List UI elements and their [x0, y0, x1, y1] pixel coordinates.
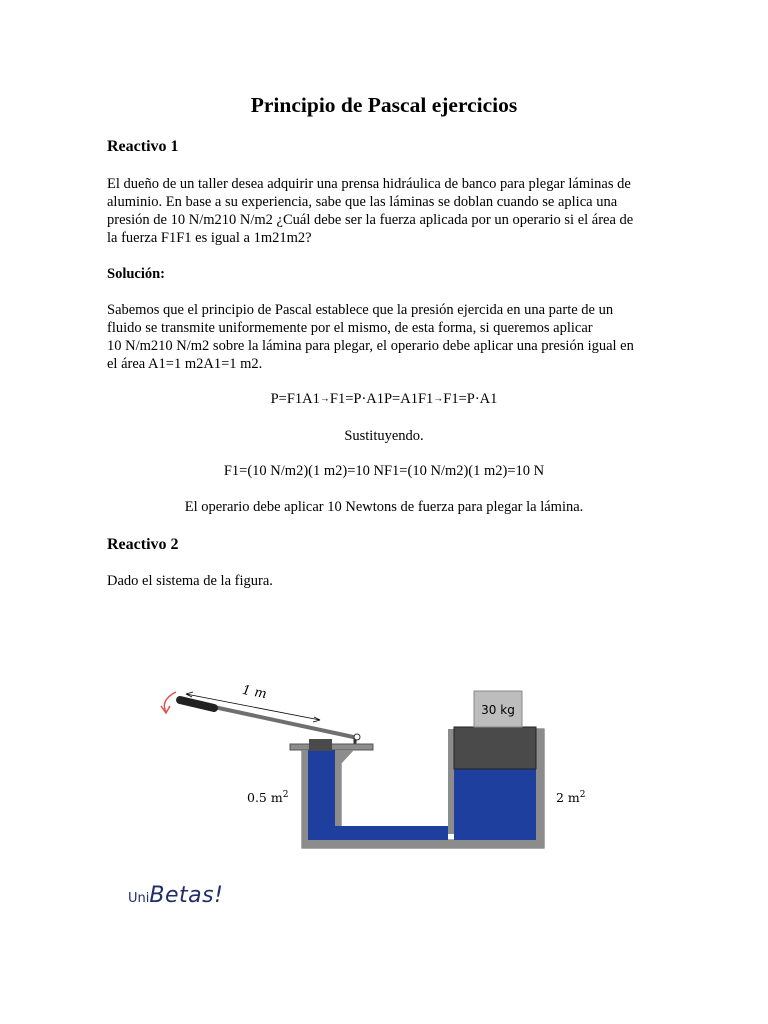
bracket	[341, 750, 354, 764]
problem-line: presión de 10 N/m210 N/m2 ¿Cuál debe ser la fuerza aplicada por un operario si el área de	[107, 212, 634, 228]
area-exponent: 2	[579, 790, 586, 800]
problem-line: El dueño de un taller desea adquirir una prensa hidráulica de banco para plegar láminas de	[107, 176, 631, 192]
lever-grip	[180, 700, 214, 708]
large-piston	[454, 727, 536, 769]
conclusion-text: El operario debe aplicar 10 Newtons de fuerza para plegar la lámina.	[184, 499, 584, 515]
page-title: Principio de Pascal ejercicios	[250, 93, 518, 117]
formula-part: F1=P·A1	[443, 391, 498, 407]
left-area-label	[247, 788, 288, 805]
arrow-icon: →	[433, 393, 444, 405]
substituting-text: Sustituyendo.	[344, 428, 424, 444]
area-value: 2 m	[556, 790, 580, 806]
left-wall	[302, 750, 308, 848]
small-piston	[309, 739, 332, 751]
hydraulic-press-figure	[150, 678, 600, 858]
right-area-label	[556, 788, 586, 805]
right-wall	[536, 729, 544, 848]
lever-bar	[200, 704, 358, 738]
hydraulic-press-diagram	[150, 678, 600, 858]
fluid-right	[454, 768, 536, 840]
fluid-left	[308, 750, 335, 840]
solution-line: fluido se transmite uniformemente por el mismo, de esta forma, si queremos aplicar	[107, 320, 593, 336]
problem-line: la fuerza F1F1 es igual a 1m21m2?	[107, 230, 312, 246]
solution-line: 10 N/m210 N/m2 sobre la lámina para plegar, el operario debe aplicar una presión igual en	[107, 338, 634, 354]
result-formula: F1=(10 N/m2)(1 m2)=10 NF1=(10 N/m2)(1 m2)=10 N	[223, 463, 545, 479]
reactivo-2-heading: Reactivo 2	[107, 536, 179, 553]
logo-name: Betas	[149, 883, 215, 908]
problem-line: aluminio. En base a su experiencia, sabe que las láminas se doblan cuando se aplica una	[107, 194, 618, 210]
reactivo-1-heading: Reactivo 1	[107, 138, 179, 155]
arrow-icon: →	[319, 393, 330, 405]
formula-part: F1=P·A1P=A1F1	[329, 391, 434, 407]
motion-arrow-icon	[164, 692, 176, 712]
mass-label: 30 kg	[481, 703, 515, 717]
logo-mark: !	[214, 883, 224, 908]
right-inner-wall	[448, 729, 454, 834]
fluid-bottom	[335, 826, 448, 840]
formula-part: P=F1A1	[270, 391, 320, 407]
area-value: 0.5 m	[247, 790, 283, 806]
solution-line: el área A1=1 m2A1=1 m2.	[107, 356, 263, 372]
left-inner-wall	[335, 750, 341, 834]
bottom-wall	[302, 840, 544, 848]
area-exponent: 2	[282, 790, 289, 800]
pascal-formula	[0, 390, 768, 409]
reactivo-2-intro: Dado el sistema de la figura.	[107, 573, 273, 589]
pivot-icon	[354, 734, 360, 740]
logo-prefix: Uni	[128, 891, 150, 906]
lever-length-label: 1 m	[240, 682, 268, 703]
solution-line: Sabemos que el principio de Pascal establece que la presión ejercida en una parte de un	[107, 302, 614, 318]
solution-label: Solución:	[107, 266, 166, 282]
unibetas-logo	[128, 883, 223, 908]
